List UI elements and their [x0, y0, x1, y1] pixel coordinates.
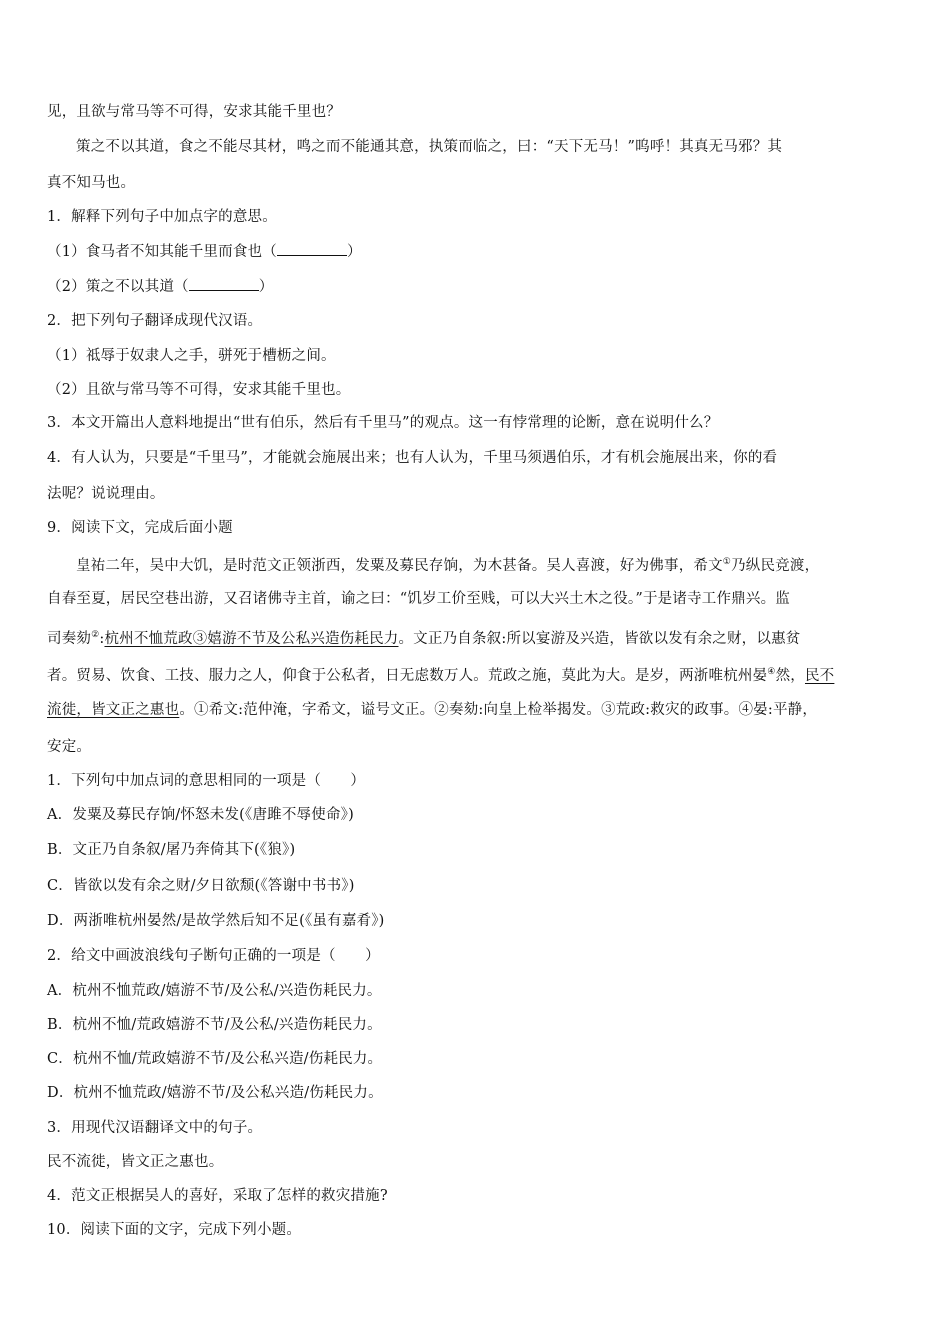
passage2-line4: [47, 662, 907, 686]
passage1-line2: 策之不以其道，食之不能尽其材，鸣之而不能通其意，执策而临之，曰：“天下无马！”呜呼！其真无马邪？其: [76, 139, 783, 155]
sq1-option-b: B．文正乃自条叙/屠乃奔倚其下(《狼》): [47, 842, 296, 858]
underlined-sentence-end: 流徙，皆文正之惠也: [47, 702, 180, 718]
q4-line1: 4．有人认为，只要是“千里马”，才能就会施展出来；也有人认为，千里马须遇伯乐，才有机会施展出来，你的看: [47, 450, 778, 466]
sq2-option-a: A．杭州不恤荒政/嬉游不节/及公私/兴造伤耗民力。: [47, 983, 382, 999]
sq2-option-b: B．杭州不恤/荒政嬉游不节/及公私/兴造伤耗民力。: [47, 1017, 382, 1033]
q2-title: 2．把下列句子翻译成现代汉语。: [47, 313, 263, 329]
footnote-ref-2: ②: [91, 630, 100, 640]
sq1-option-d: D．两浙唯杭州晏然/是故学然后知不足(《虽有嘉肴》): [47, 913, 385, 929]
sq2-option-c: C．杭州不恤/荒政嬉游不节/及公私兴造/伤耗民力。: [47, 1051, 383, 1067]
passage2-line6: 安定。: [47, 739, 92, 755]
passage2-line3: [47, 625, 907, 649]
sq3-title: 3．用现代汉语翻译文中的句子。: [47, 1120, 263, 1136]
q1-sub2: [47, 276, 907, 297]
sq1-title: 1．下列句中加点词的意思相同的一项是（ ）: [47, 773, 366, 789]
sq2-option-d: D．杭州不恤荒政/嬉游不节/及公私兴造/伤耗民力。: [47, 1085, 383, 1101]
passage2-line1-tail: 乃纵民竞渡，: [731, 557, 820, 574]
q1-sub1-text: （1）食马者不知其能千里而食也（: [47, 244, 277, 260]
q2-sub1: （1）祗辱于奴隶人之手，骈死于槽枥之间。: [47, 348, 336, 364]
section10-title: 10．阅读下面的文字，完成下列小题。: [47, 1222, 302, 1238]
sq3-text: 民不流徙，皆文正之惠也。: [47, 1154, 224, 1170]
passage2-line3-a: 司奏劾: [47, 630, 92, 647]
underlined-sentence-start: 民不: [804, 667, 835, 684]
passage2-line1-text: 皇祐二年，吴中大饥，是时范文正领浙西，发粟及募民存饷，为木甚备。吴人喜渡，好为佛事，希文: [76, 557, 723, 574]
passage2-line3-c: 。文正乃自条叙:所以宴游及兴造，皆欲以发有余之财，以惠贫: [398, 630, 801, 647]
sq1-option-a: A．发粟及募民存饷/怀怒未发(《唐雎不辱使命》): [47, 807, 354, 823]
q1-sub1: [47, 241, 907, 262]
passage2-line5: [47, 700, 907, 720]
q1-title: 1．解释下列句子中加点字的意思。: [47, 209, 277, 225]
q1-sub2-close: ）: [258, 279, 274, 295]
footnote-ref-4: ④: [767, 667, 776, 677]
passage2-line3-b: :: [99, 630, 105, 647]
section9-title: 9．阅读下文，完成后面小题: [47, 520, 233, 536]
q3-text: 3．本文开篇出人意料地提出“世有伯乐，然后有千里马”的观点。这一有悖常理的论断，意在说明什么？: [47, 415, 719, 431]
sq2-title: 2．给文中画波浪线句子断句正确的一项是（ ）: [47, 948, 380, 964]
q1-sub2-text: （2）策之不以其道（: [47, 279, 189, 295]
wavy-underlined-sentence: 杭州不恤荒政③嬉游不节及公私兴造伤耗民力: [104, 630, 399, 647]
passage1-line3: 真不知马也。: [47, 175, 136, 191]
q1-sub1-close: ）: [346, 244, 362, 260]
passage2-line1: [76, 552, 936, 576]
passage2-line4-b: 然，: [775, 667, 805, 684]
passage2-line2: 自春至夏，居民空巷出游，又召诸佛寺主首，谕之曰：“饥岁工价至贱，可以大兴土木之役。”于是诸寺工作鼎兴。监: [47, 591, 790, 607]
passage2-line4-a: 者。贸易、饮食、工技、服力之人，仰食于公私者，日无虑数万人。荒政之施，莫此为大。是岁，两浙唯杭州晏: [47, 667, 768, 684]
q1-sub2-blank[interactable]: [189, 276, 259, 291]
q1-sub1-blank[interactable]: [277, 241, 347, 256]
sq1-option-c: C．皆欲以发有余之财/夕日欲颓(《答谢中书书》): [47, 878, 355, 894]
q2-sub2: （2）且欲与常马等不可得，安求其能千里也。: [47, 382, 351, 398]
sq4-text: 4．范文正根据吴人的喜好，采取了怎样的救灾措施?: [47, 1188, 388, 1204]
passage1-line1: 见，且欲与常马等不可得，安求其能千里也？: [47, 104, 341, 120]
passage2-line5-rest: 。①希文:范仲淹，字希文，谥号文正。②奏劾:向皇上检举揭发。③荒政:救灾的政事。④晏:平静，: [179, 702, 818, 718]
footnote-ref-1: ①: [722, 557, 732, 567]
q4-line2: 法呢？说说理由。: [47, 486, 165, 502]
